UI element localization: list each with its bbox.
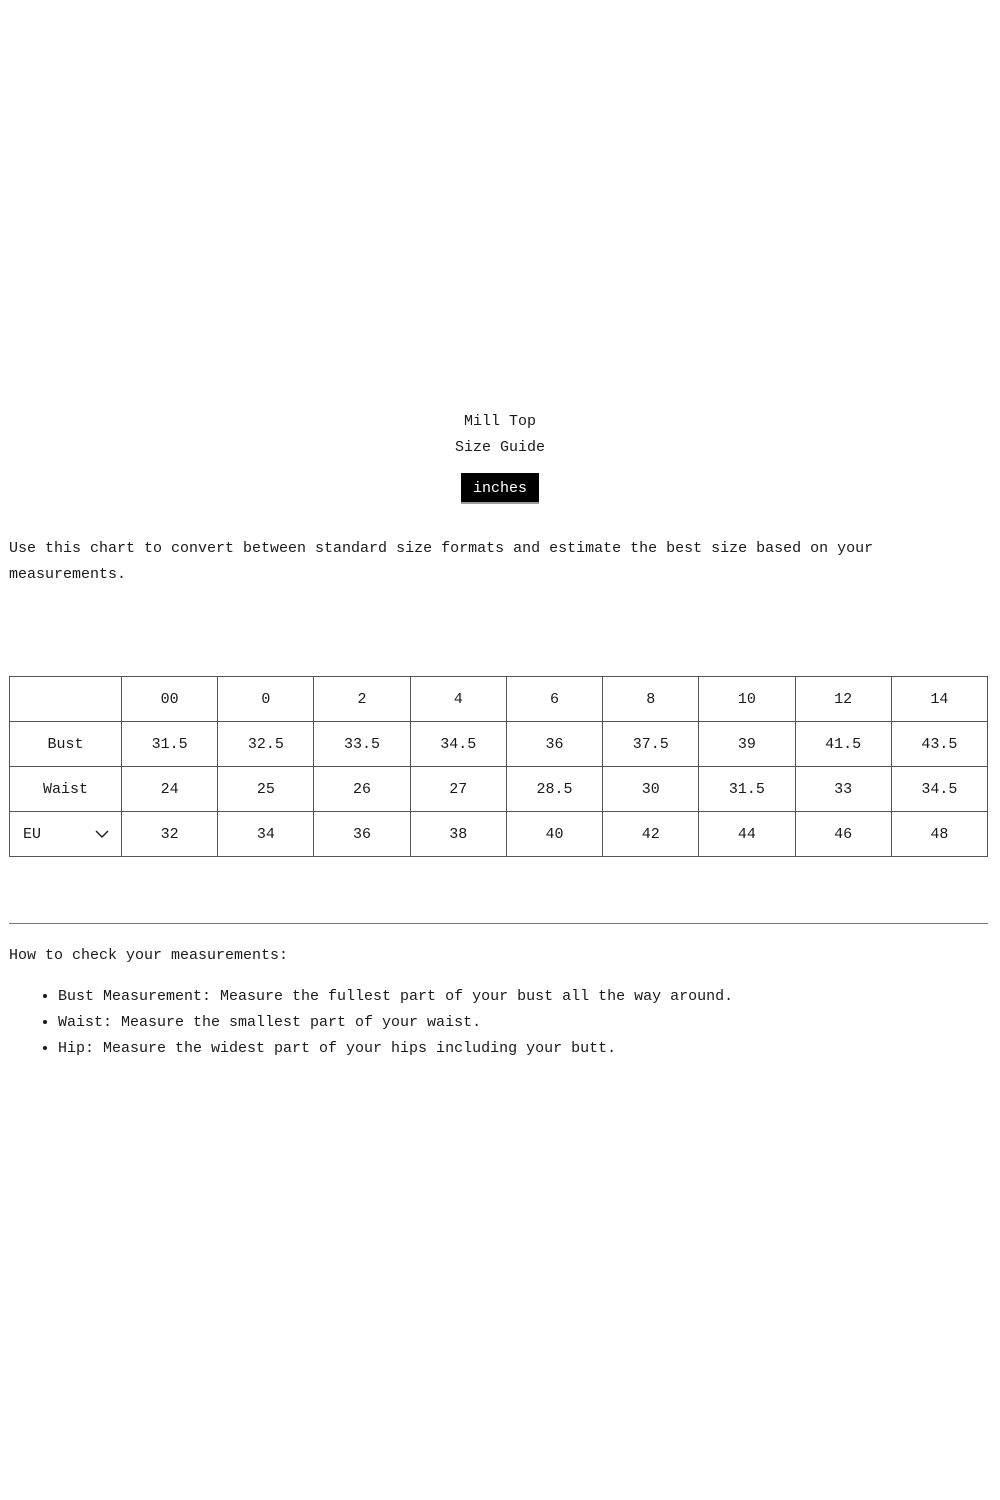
bust-value: 36 <box>506 722 602 767</box>
region-size-value: 40 <box>506 812 602 857</box>
region-select-value: EU <box>23 825 42 843</box>
list-item: • Waist: Measure the smallest part of your waist. <box>58 1010 733 1036</box>
size-table <box>9 676 988 857</box>
size-header-cell: 4 <box>410 677 506 722</box>
size-guide-header <box>0 409 1000 504</box>
size-header-cell: 0 <box>218 677 314 722</box>
region-size-value: 48 <box>891 812 987 857</box>
region-size-value: 38 <box>410 812 506 857</box>
waist-value: 30 <box>603 767 699 812</box>
size-header-cell: 6 <box>506 677 602 722</box>
bust-value: 37.5 <box>603 722 699 767</box>
waist-label: Waist <box>10 767 122 812</box>
size-header-row <box>10 677 988 722</box>
measurement-tips-list <box>9 984 733 1062</box>
bust-label: Bust <box>10 722 122 767</box>
bust-value: 31.5 <box>122 722 218 767</box>
region-size-value: 42 <box>603 812 699 857</box>
bust-row <box>10 722 988 767</box>
waist-value: 31.5 <box>699 767 795 812</box>
product-name: Mill Top <box>463 413 536 430</box>
size-header-cell: 14 <box>891 677 987 722</box>
region-size-value: 36 <box>314 812 410 857</box>
waist-value: 28.5 <box>506 767 602 812</box>
bust-value: 41.5 <box>795 722 891 767</box>
chevron-down-icon <box>95 827 109 841</box>
bust-value: 39 <box>699 722 795 767</box>
size-header-cell: 10 <box>699 677 795 722</box>
region-size-value: 34 <box>218 812 314 857</box>
unit-toggle-button[interactable]: inches <box>461 473 539 504</box>
region-size-value: 46 <box>795 812 891 857</box>
waist-value: 34.5 <box>891 767 987 812</box>
howto-title: How to check your measurements: <box>9 947 289 964</box>
waist-value: 24 <box>122 767 218 812</box>
list-item: • Hip: Measure the widest part of your hips including your butt. <box>58 1036 733 1062</box>
waist-row <box>10 767 988 812</box>
region-size-value: 32 <box>122 812 218 857</box>
region-select[interactable] <box>10 812 121 856</box>
waist-value: 25 <box>218 767 314 812</box>
size-header-cell: 2 <box>314 677 410 722</box>
bust-value: 34.5 <box>410 722 506 767</box>
list-item: • Bust Measurement: Measure the fullest part of your bust all the way around. <box>58 984 733 1010</box>
guide-title: Size Guide <box>454 439 545 456</box>
size-header-cell: 00 <box>122 677 218 722</box>
region-row <box>10 812 988 857</box>
region-select-cell[interactable] <box>10 812 122 857</box>
waist-value: 33 <box>795 767 891 812</box>
size-header-cell: 8 <box>603 677 699 722</box>
bust-value: 43.5 <box>891 722 987 767</box>
waist-value: 26 <box>314 767 410 812</box>
region-size-value: 44 <box>699 812 795 857</box>
size-header-cell: 12 <box>795 677 891 722</box>
bust-value: 33.5 <box>314 722 410 767</box>
bust-value: 32.5 <box>218 722 314 767</box>
section-divider <box>9 923 988 924</box>
corner-cell <box>10 677 122 722</box>
intro-text: Use this chart to convert between standard size formats and estimate the best size based on your measurements. <box>9 540 874 583</box>
waist-value: 27 <box>410 767 506 812</box>
